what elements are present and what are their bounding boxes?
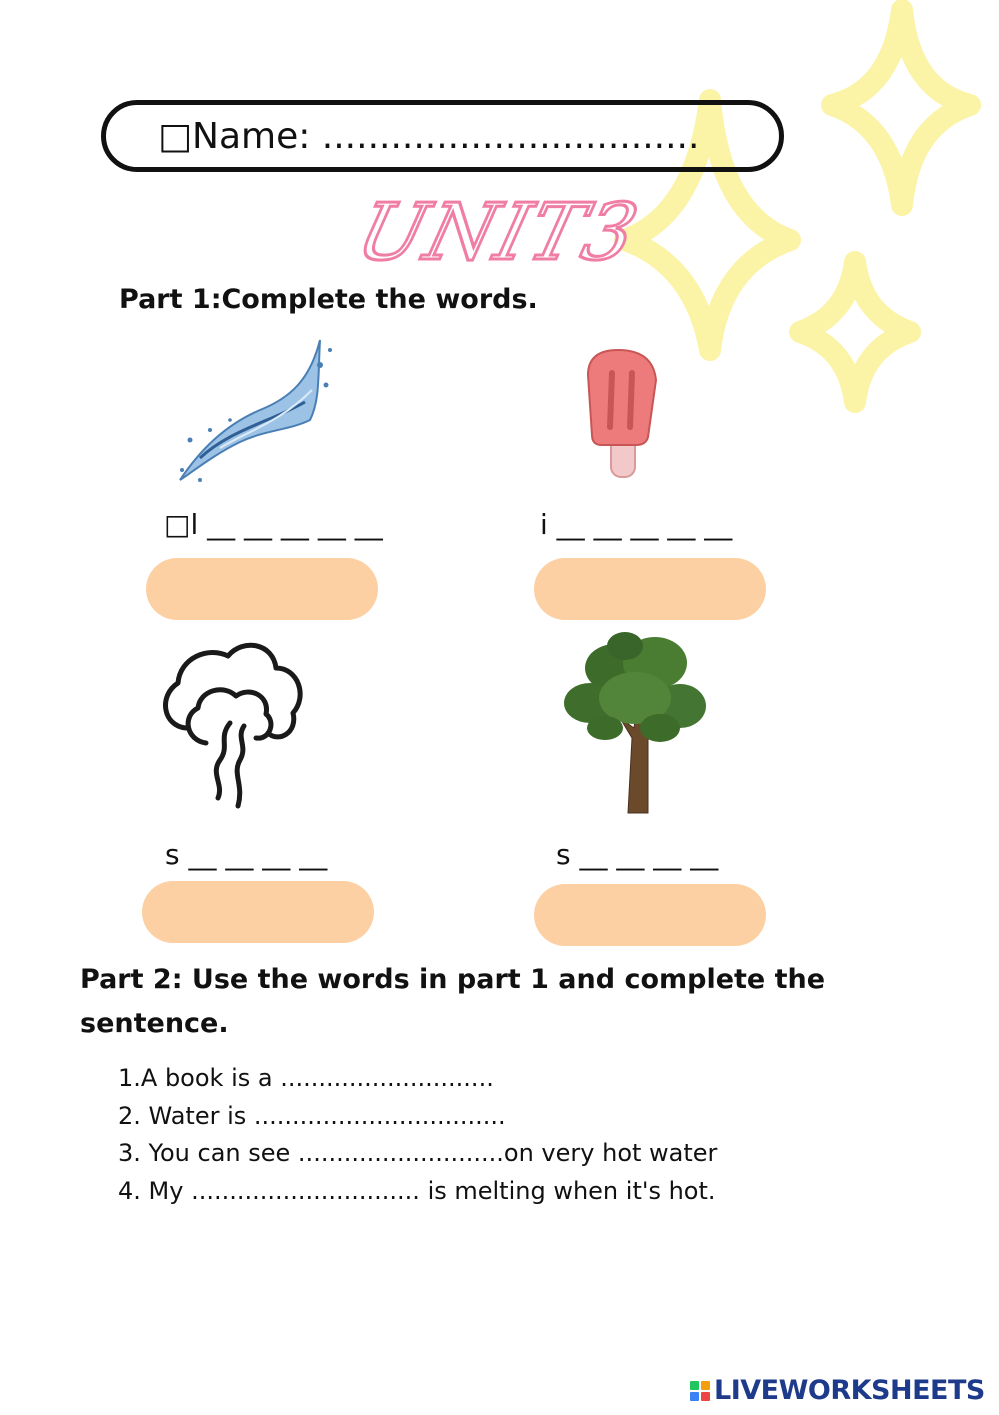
ice-pop-image — [578, 345, 668, 480]
word-hint-4: s __ __ __ __ — [556, 838, 719, 871]
logo-square-2 — [701, 1381, 710, 1390]
logo-square-1 — [690, 1381, 699, 1390]
tree-image — [560, 628, 710, 818]
part1-heading: Part 1:Complete the words. — [119, 284, 538, 315]
name-field-label[interactable]: □Name: ................................. — [158, 116, 700, 157]
answer-input-1[interactable] — [146, 558, 378, 620]
sentence-2: 2. Water is ................................. — [118, 1101, 506, 1130]
logo-square-4 — [701, 1392, 710, 1401]
logo-mark-icon — [690, 1381, 710, 1401]
answer-input-2[interactable] — [534, 558, 766, 620]
word-hint-1: □l __ __ __ __ __ — [164, 508, 383, 541]
sentence-list — [118, 1060, 717, 1210]
liveworksheets-logo — [690, 1375, 985, 1406]
sentence-4: 4. My .............................. is melting when it's hot. — [118, 1176, 716, 1205]
answer-input-3[interactable] — [142, 881, 374, 943]
sparkle-small — [800, 262, 910, 402]
word-hint-2: i __ __ __ __ __ — [540, 508, 733, 541]
sentence-1: 1.A book is a ............................ — [118, 1064, 494, 1092]
part2-heading: Part 2: Use the words in part 1 and complete the sentence. — [80, 964, 826, 1039]
logo-text: LIVEWORKSHEETS — [714, 1375, 985, 1406]
unit-title: UNIT3 — [348, 188, 648, 278]
word-hint-3: s __ __ __ __ — [165, 838, 328, 871]
sparkle-top-right — [832, 10, 970, 205]
sentence-3: 3. You can see ...........................on very hot water — [118, 1139, 718, 1167]
water-splash-image — [170, 330, 340, 490]
steam-icon — [158, 638, 308, 813]
logo-square-3 — [690, 1392, 699, 1401]
answer-input-4[interactable] — [534, 884, 766, 946]
